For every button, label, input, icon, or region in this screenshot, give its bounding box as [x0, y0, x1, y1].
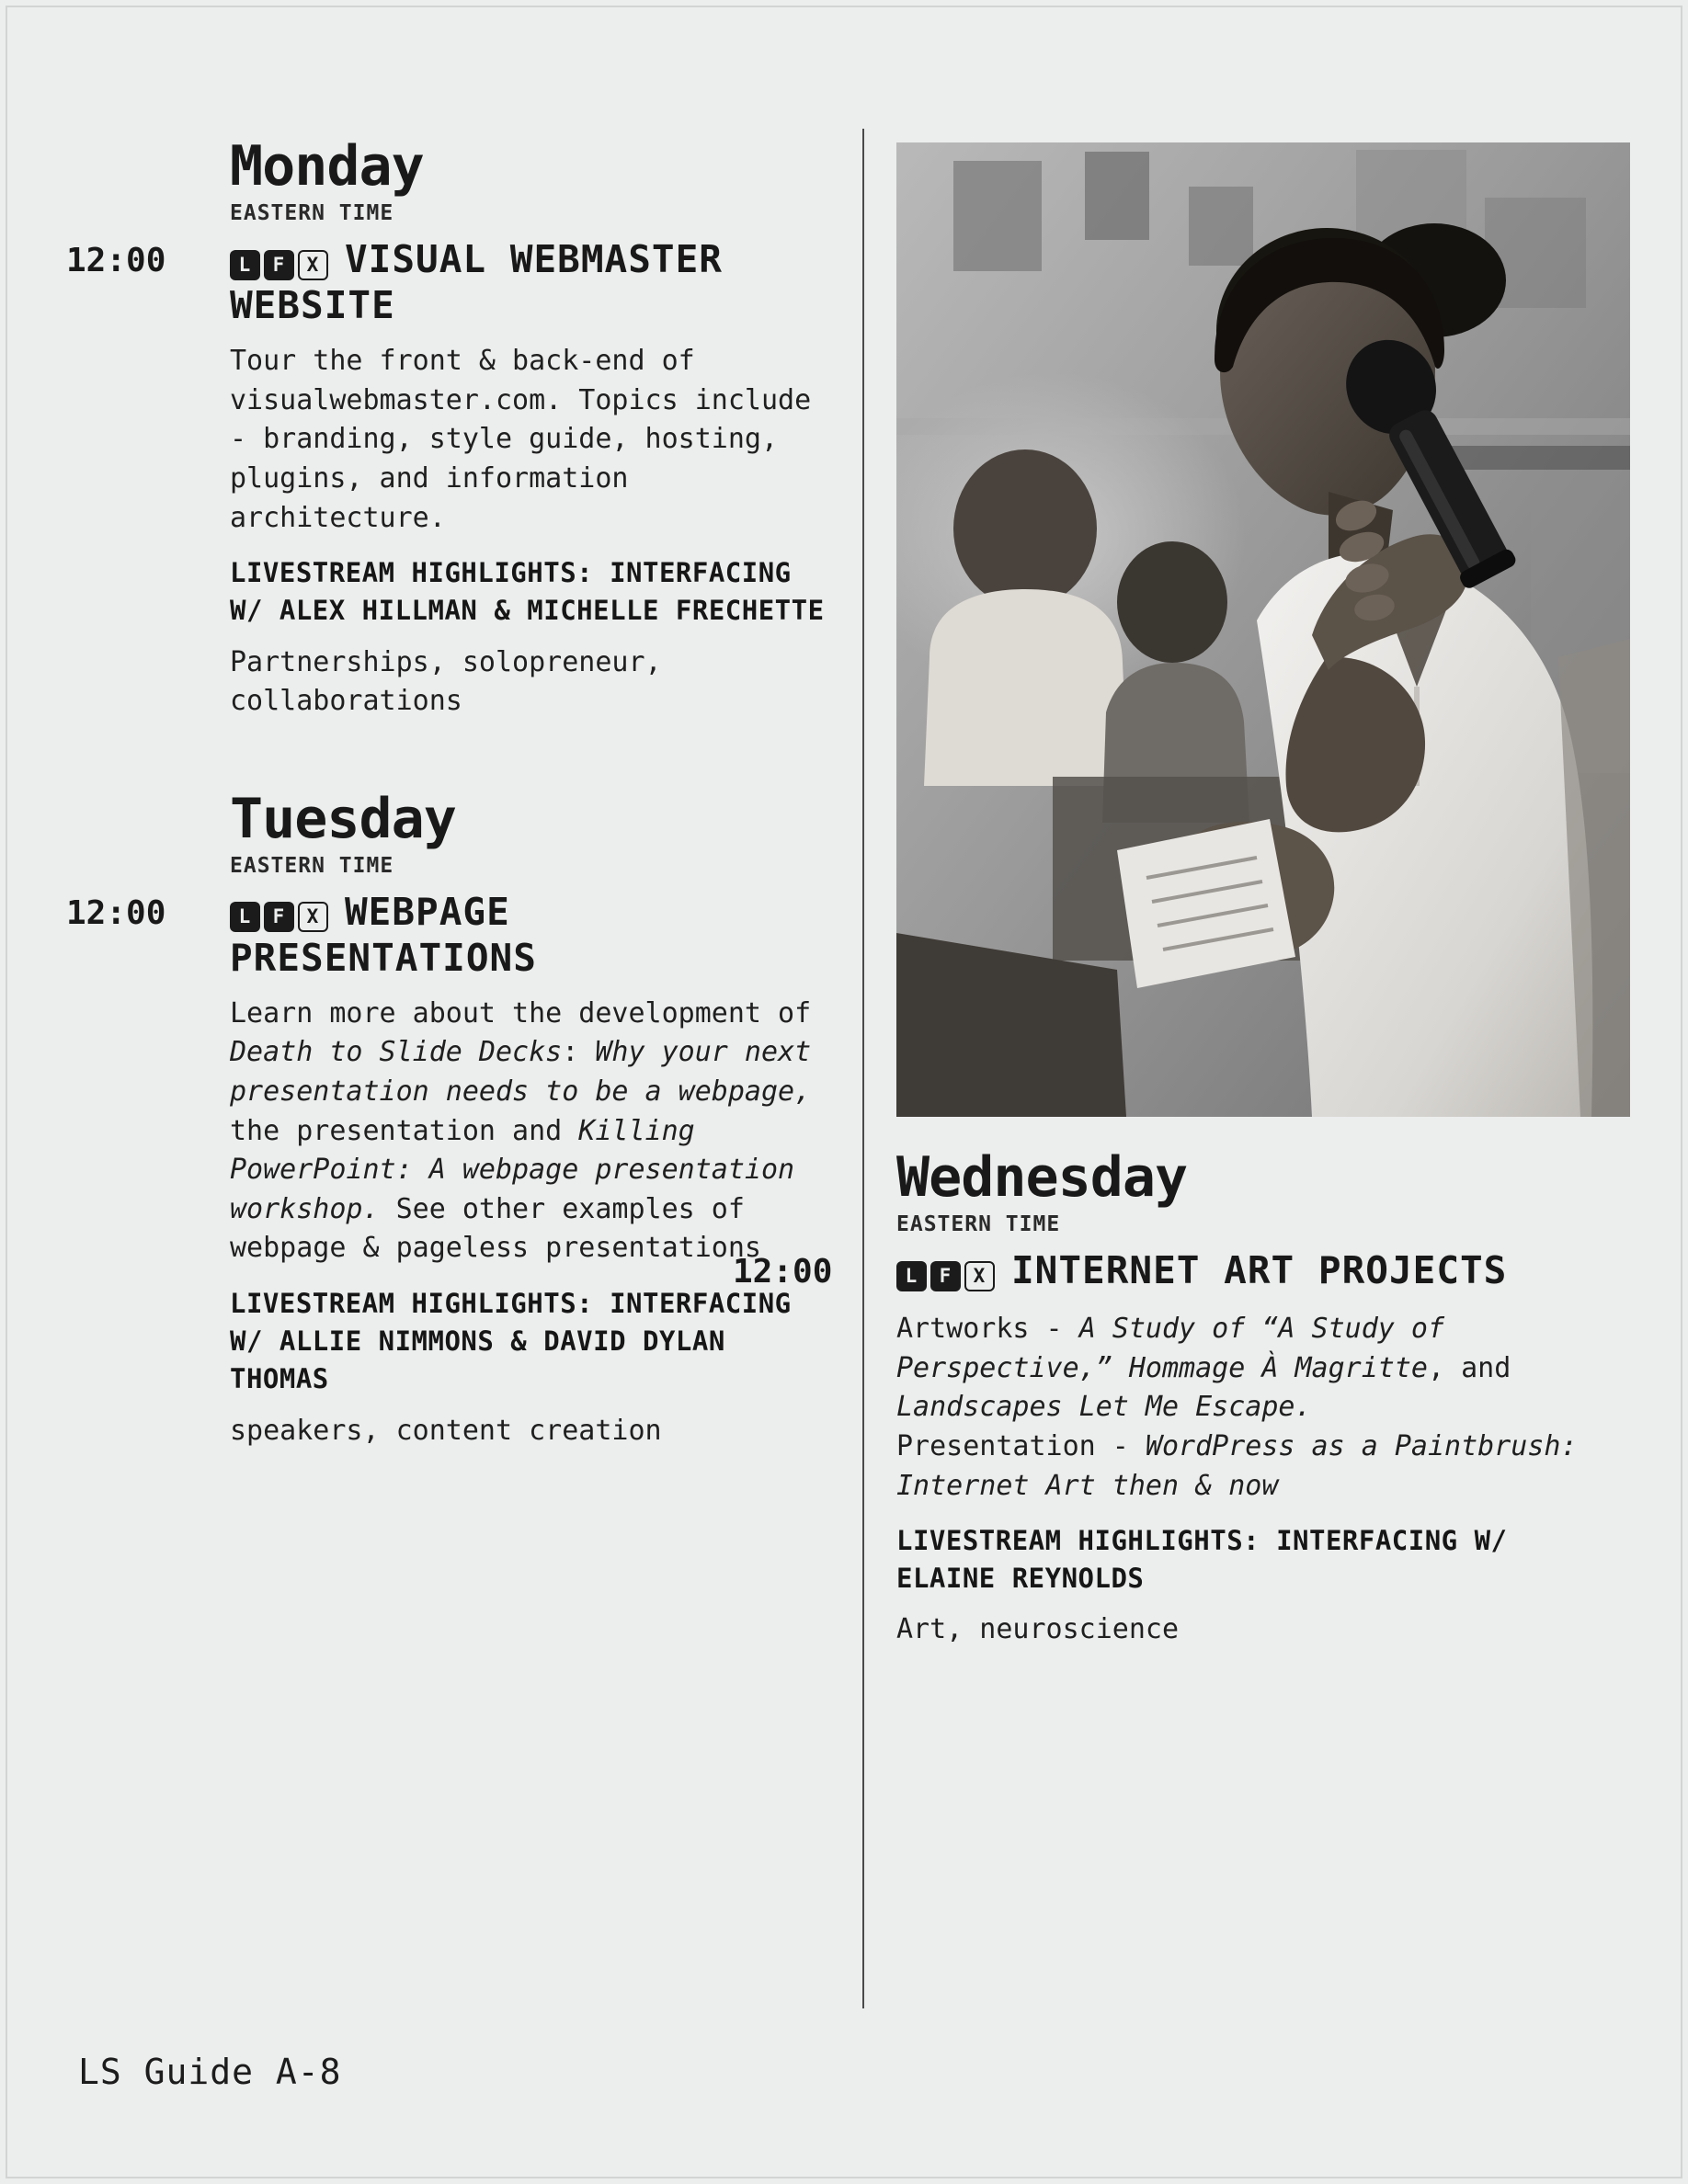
platform-badges	[896, 1252, 998, 1295]
livestream-badge-icon[interactable]: L	[896, 1261, 927, 1291]
session-title: VISUAL WEBMASTER WEBSITE	[230, 237, 723, 328]
twitter-badge-icon[interactable]: X	[964, 1261, 995, 1291]
session-title-row	[896, 1249, 1595, 1295]
platform-badges	[230, 893, 332, 937]
day-title-monday: Monday	[230, 134, 424, 199]
day-block-wednesday	[733, 1145, 1595, 1649]
session-description: Artworks - A Study of “A Study of Perspective,” Hommage À Magritte, and Landscapes Let Me Escape. Presentation - WordPress as a Paintbrush: Internet Art then & now	[896, 1313, 1578, 1502]
day-block-tuesday	[66, 786, 827, 1450]
day-block-monday	[66, 134, 827, 721]
twitter-badge-icon[interactable]: X	[298, 902, 328, 932]
session-time: 12:00	[66, 242, 166, 279]
session-title: WEBPAGE PRESENTATIONS	[230, 889, 537, 980]
session-highlight: LIVESTREAM HIGHLIGHTS: INTERFACING W/ ALEX HILLMAN & MICHELLE FRECHETTE	[230, 557, 825, 627]
speaker-photo	[896, 142, 1630, 1117]
timezone-label-tuesday: EASTERN TIME	[230, 853, 394, 878]
column-divider	[862, 129, 864, 2008]
session-tags: speakers, content creation	[230, 1414, 662, 1447]
footer-guide-label: LS Guide A-8	[78, 2052, 342, 2092]
session-description: Learn more about the development of Death to Slide Decks: Why your next presentation needs to be a webpage, the presentation and Killing PowerPoint: A webpage presentation workshop. See other examples of webpage & pageless presentations	[230, 996, 812, 1265]
session-tags: Partnerships, solopreneur, collaborations	[230, 645, 662, 717]
day-title-wednesday: Wednesday	[896, 1145, 1188, 1210]
session-time: 12:00	[733, 1253, 833, 1291]
session-wednesday-1200	[733, 1248, 1595, 1649]
session-tags: Art, neuroscience	[896, 1613, 1180, 1646]
platform-badges	[230, 241, 332, 284]
day-spacer	[230, 748, 827, 791]
facebook-badge-icon[interactable]: F	[930, 1261, 961, 1291]
session-time: 12:00	[66, 893, 166, 932]
facebook-badge-icon[interactable]: F	[264, 250, 294, 280]
day-title-tuesday: Tuesday	[230, 786, 456, 851]
twitter-badge-icon[interactable]: X	[298, 250, 328, 280]
session-title-row	[230, 891, 827, 980]
session-monday-1200	[66, 237, 827, 721]
session-title-row	[230, 238, 827, 327]
session-description: Tour the front & back-end of visualwebmaster.com. Topics include - branding, style guide, hosting, plugins, and information architecture.	[230, 345, 812, 534]
timezone-label-monday: EASTERN TIME	[230, 201, 394, 225]
session-tuesday-1200	[66, 889, 827, 1450]
session-highlight: LIVESTREAM HIGHLIGHTS: INTERFACING W/ ALLIE NIMMONS & DAVID DYLAN THOMAS	[230, 1288, 792, 1395]
timezone-label-wednesday: EASTERN TIME	[896, 1212, 1061, 1236]
session-highlight: LIVESTREAM HIGHLIGHTS: INTERFACING W/ ELAINE REYNOLDS	[896, 1525, 1508, 1595]
session-title: INTERNET ART PROJECTS	[1011, 1248, 1508, 1292]
livestream-badge-icon[interactable]: L	[230, 902, 260, 932]
right-column	[733, 1145, 1595, 1677]
livestream-badge-icon[interactable]: L	[230, 250, 260, 280]
facebook-badge-icon[interactable]: F	[264, 902, 294, 932]
